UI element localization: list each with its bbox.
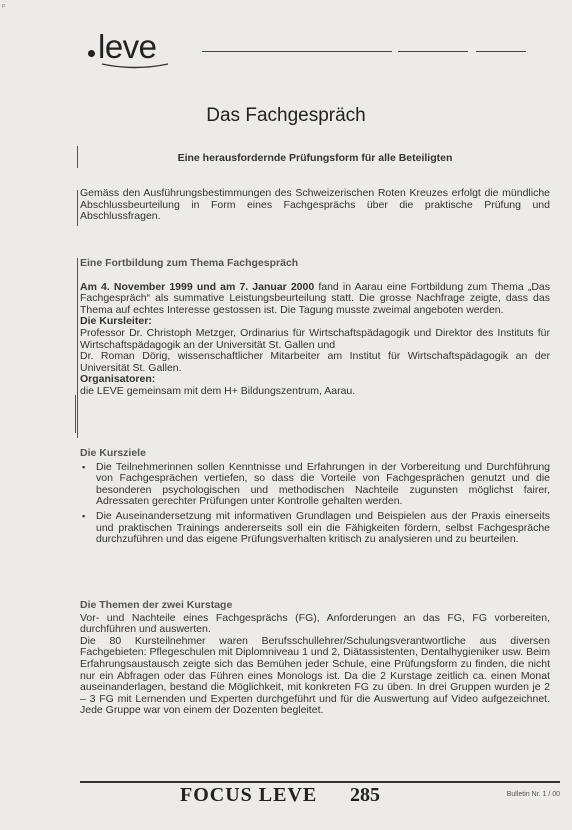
margin-bar [77, 190, 78, 226]
header-rule [202, 51, 392, 52]
header-rule [398, 51, 468, 52]
footer-date: Bulletin Nr. 1 / 00 [506, 791, 560, 798]
margin-bar [77, 146, 78, 168]
section-paragraph [80, 282, 550, 317]
section-paragraph: Vor- und Nachteile eines Fachgesprächs (FG), Anforderungen an das FG, FG vorbereiten, durchführen und auswerten. [80, 611, 550, 636]
organisatoren-label: Organisatoren: [80, 373, 156, 386]
page-number: 285 [350, 784, 380, 806]
kursleiter-1: Professor Dr. Christoph Metzger, Ordinarius für Wirtschaftspädagogik und Direktor des Instituts für Wirtschaftspädagogik an der Universität St. Gallen und [80, 326, 550, 351]
organisatoren-text: die LEVE gemeinsam mit dem H+ Bildungszentrum, Aarau. [80, 384, 356, 397]
page-footer [80, 781, 560, 811]
section-themen [80, 600, 550, 717]
kursleiter-2: Dr. Roman Dörig, wissenschaftlicher Mitarbeiter am Institut für Wirtschaftspädagogik an der Universität St. Gallen. [80, 350, 550, 374]
list-item: ▪ Die Teilnehmerinnen sollen Kenntnisse und Erfahrungen in der Vorbereitung und Durchführung von Fachgesprächen vertiefen, so dass die Vorteile von Fachgesprächen genutzt und die besonderen psychologischen und methodischen Nachteile zugunsten möglichst fairer, Adressaten gerechter Prüfungen unter Kontrolle gehalten werden. [80, 462, 550, 508]
section-paragraph: Die 80 Kursteilnehmer waren Berufsschullehrer/Schulungsverantwortliche aus diversen Fachgebieten: Pflegeschulen mit Diplomniveau 1 und 2, Diätassistenten, Dentalhygieniker usw. Beim Erfahrungsaustausch zeigte sich das Bemühen jeder Schule, eine Prüfungsform zu finden, die nicht nur ein Abfragen oder das Führen eines Monologs ist. Da die 2 Kurstage zeitlich ca. einen Monat auseinanderlagen, bestand die Möglichkeit, mit konkreten FG zu üben. In drei Gruppen wurden je 2 – 3 FG mit Lernenden und Experten durchgeführt und für die Auswertung auf Video aufgezeichnet. Jede Gruppe war von einem der Dozenten begleitet. [80, 634, 550, 717]
lead-date: Am 4. November 1999 und am 7. Januar 2000 [80, 280, 315, 293]
list-item: ▪ Die Auseinandersetzung mit informativen Grundlagen und Beispielen aus der Praxis einerseits und praktischen Trainings andererseits soll ein die Fähigkeiten fördern, selbst Fachgespräche durchzuführen und das eigene Prüfungsverhalten kritisch zu analysieren und zu beurteilen. [80, 511, 550, 546]
logo-swoosh-icon [100, 62, 170, 70]
kursleiter-label: Die Kursleiter: [80, 315, 152, 328]
intro-text: Gemäss den Ausführungsbestimmungen des Schweizerischen Roten Kreuzes erfolgt die mündliche Abschlussbeurteilung in Form eines Fachgesprächs über die praktische Prüfung und Abschlussfragen. [80, 187, 550, 223]
corner-mark: ᵖ [2, 2, 6, 11]
footer-brand: FOCUS LEVE [180, 784, 318, 806]
subtitle: Eine herausfordernde Prüfungsform für alle Beteiligten [177, 152, 453, 164]
header-rule [476, 51, 526, 52]
section-heading: Eine Fortbildung zum Thema Fachgespräch [80, 257, 299, 269]
logo-dot [88, 50, 95, 57]
intro-paragraph [80, 188, 550, 223]
leve-logo [88, 28, 528, 68]
margin-bar [77, 258, 78, 438]
logo-text: leve [98, 28, 157, 65]
section-fortbildung [80, 258, 550, 398]
section-kursziele [80, 448, 550, 549]
footer-rule [80, 781, 560, 783]
section-heading: Die Themen der zwei Kurstage [80, 599, 233, 611]
margin-bar [75, 395, 76, 433]
kursziele-list [80, 462, 550, 546]
lead-text: fand in Aarau eine Fortbildung zum Thema „Das Fachgespräch“ als summative Leistungsbeurteilung statt. Die grosse Nachfrage zeigte, dass das Thema auf echtes Interesse gestossen ist. Die Tagung musste zweimal angeboten werden. [80, 280, 550, 316]
section-heading: Die Kursziele [80, 447, 146, 459]
page-title: Das Fachgespräch [206, 105, 366, 126]
